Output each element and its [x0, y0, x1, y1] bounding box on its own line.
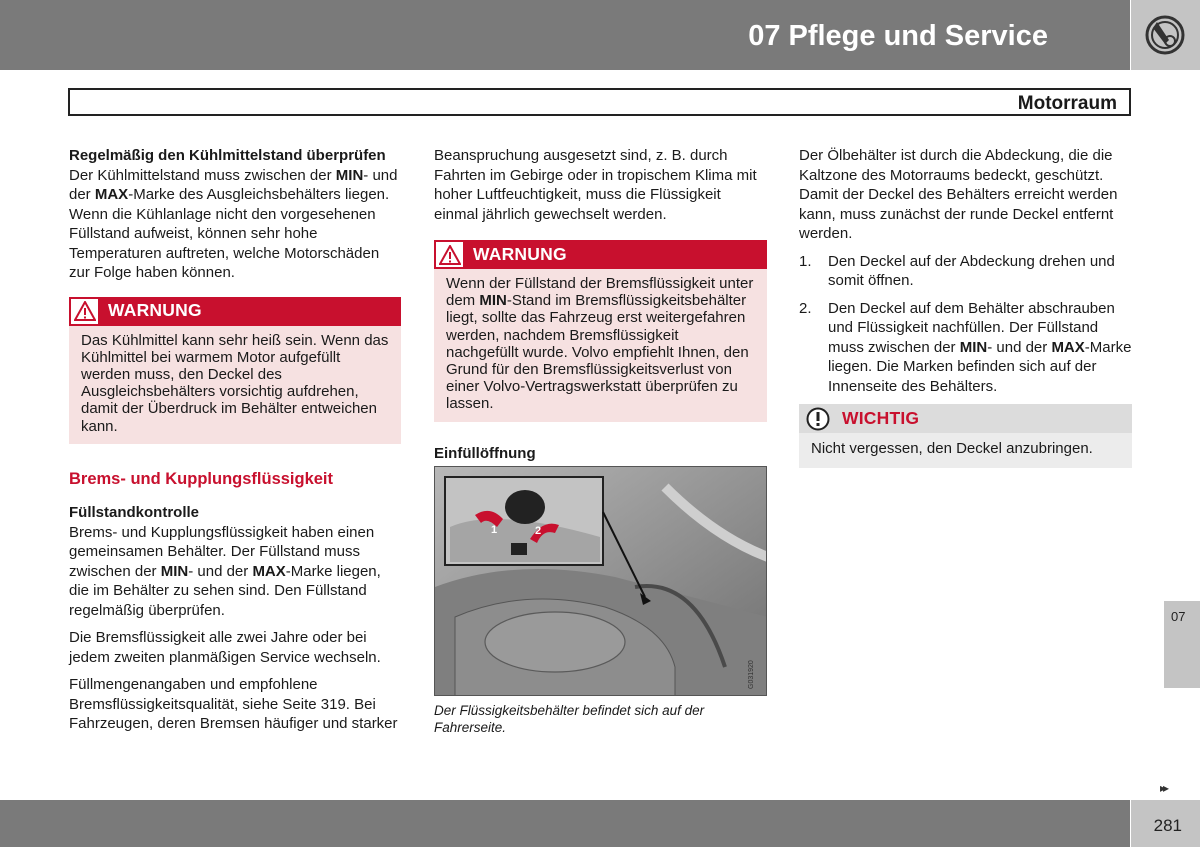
brake-fluid-heading: Brems- und Kupplungsflüssigkeit [69, 469, 334, 488]
chapter-title: 07 Pflege und Service [748, 20, 1048, 52]
warning-triangle-icon [69, 297, 100, 326]
coolant-warning-box [69, 297, 401, 444]
page-number: 281 [1153, 816, 1182, 835]
section-title: Motorraum [1017, 93, 1117, 114]
warning-triangle-icon [434, 240, 465, 269]
column-2 [434, 146, 767, 736]
coolant-heading: Regelmäßig den Kühlmittelstand überprüfen [69, 147, 386, 164]
emphasis-text: MAX [1051, 338, 1085, 356]
warning-text: Wenn der Füllstand der Bremsflüssigkeit unter dem MIN-Stand im Bremsflüssigkeitsbehälter liegt, sollte das Fahrzeug erst weitergefahren werden, nachdem Bremsflüssigkeit nachgefüllt wurde. Volvo empfiehlt Ihnen, den Grund für den Bremsflüssigkeitsverlust von einer Volvo-Vertragswerkstatt überprüfen zu lassen. [434, 269, 767, 422]
fill-level-heading: Füllstandkontrolle [69, 504, 200, 522]
brake-change-paragraph: Die Bremsflüssigkeit alle zwei Jahre oder bei jedem zweiten planmäßigen Service wechseln. [69, 629, 381, 666]
figure-title: Einfüllöffnung [434, 444, 536, 462]
emphasis-text: MIN [335, 166, 364, 184]
important-box [799, 404, 1132, 468]
emphasis-text: MIN [959, 338, 988, 356]
next-page-arrows: ▸▸ [1160, 781, 1167, 795]
step-number: 2. [799, 299, 812, 317]
column-3 [799, 146, 1132, 468]
step-list [799, 252, 1132, 397]
wrench-gear-icon [1143, 14, 1187, 56]
important-header [799, 404, 1132, 433]
chapter-side-tab [1164, 601, 1200, 688]
list-item [799, 299, 1132, 397]
warning-header [434, 240, 767, 269]
exclamation-circle-icon [803, 404, 832, 433]
section-bar [68, 88, 1131, 116]
important-text: Nicht vergessen, den Deckel anzubringen. [799, 433, 1132, 468]
column-1 [69, 146, 401, 742]
figure-caption: Der Flüssigkeitsbehälter befindet sich auf der Fahrerseite. [434, 703, 705, 736]
emphasis-text: MAX [94, 186, 129, 203]
footer-band [0, 800, 1130, 847]
brake-warning-box [434, 240, 767, 422]
chapter-icon-tab [1131, 0, 1200, 70]
emphasis-text: MIN [479, 292, 507, 310]
step-text: Den Deckel auf der Abdeckung drehen und somit öffnen. [828, 252, 1115, 289]
oil-reservoir-paragraph: Der Ölbehälter ist durch die Abdeckung, die die Kaltzone des Motorraums bedeckt, geschützt. Damit der Deckel des Behälters erreicht werden kann, muss zunächst der runde Deckel entfernt werden. [799, 147, 1118, 242]
step-number: 1. [799, 252, 812, 270]
figure-marker-2: 2 [535, 525, 542, 538]
emphasis-text: MAX [252, 562, 286, 580]
engine-bay-figure [434, 466, 767, 696]
warning-label: WARNUNG [473, 243, 567, 264]
page-number-box [1131, 800, 1200, 847]
step-text: Den Deckel auf dem Behälter abschrauben und Flüssigkeit nachfüllen. Der Füllstand muss zwischen der MIN- und der MAX-Marke liegen. Die Marken befinden sich auf der Innenseite des Behälters. [828, 299, 1132, 395]
list-item [799, 252, 1132, 291]
important-label: WICHTIG [842, 407, 920, 428]
brake-quantity-paragraph: Füllmengenangaben und empfohlene Bremsflüssigkeitsqualität, siehe Seite 319. Bei Fahrzeugen, deren Bremsen häufiger und starker [69, 676, 398, 733]
figure-marker-1: 1 [491, 524, 498, 537]
continued-paragraph: Beanspruchung ausgesetzt sind, z. B. durch Fahrten im Gebirge oder in tropischem Klima mit hoher Luftfeuchtigkeit, muss die Flüssigkeit einmal jährlich gewechselt werden. [434, 147, 757, 223]
coolant-paragraph: Der Kühlmittelstand muss zwischen der MIN- und der MAX-Marke des Ausgleichsbehälters liegen. Wenn die Kühlanlage nicht den vorgesehenen Füllstand aufweist, können sehr hohe Temperaturen auftreten, welche Motorschäden zur Folge haben können. [69, 166, 398, 281]
warning-text: Das Kühlmittel kann sehr heiß sein. Wenn das Kühlmittel bei warmem Motor aufgefüllt werden muss, den Deckel des Ausgleichsbehälters vorsichtig aufdrehen, damit der Überdruck im Behälter entweichen kann. [69, 326, 401, 444]
emphasis-text: MIN [160, 562, 189, 580]
warning-header [69, 297, 401, 326]
brake-fluid-paragraph: Brems- und Kupplungsflüssigkeit haben einen gemeinsamen Behälter. Der Füllstand muss zwischen der MIN- und der MAX-Marke liegen, die im Behälter zu sehen sind. Den Füllstand regelmäßig überprüfen. [69, 523, 381, 619]
warning-label: WARNUNG [108, 300, 202, 321]
header-band [0, 0, 1130, 70]
side-tab-label: 07 [1171, 609, 1186, 624]
figure-code: G031920 [748, 660, 755, 690]
